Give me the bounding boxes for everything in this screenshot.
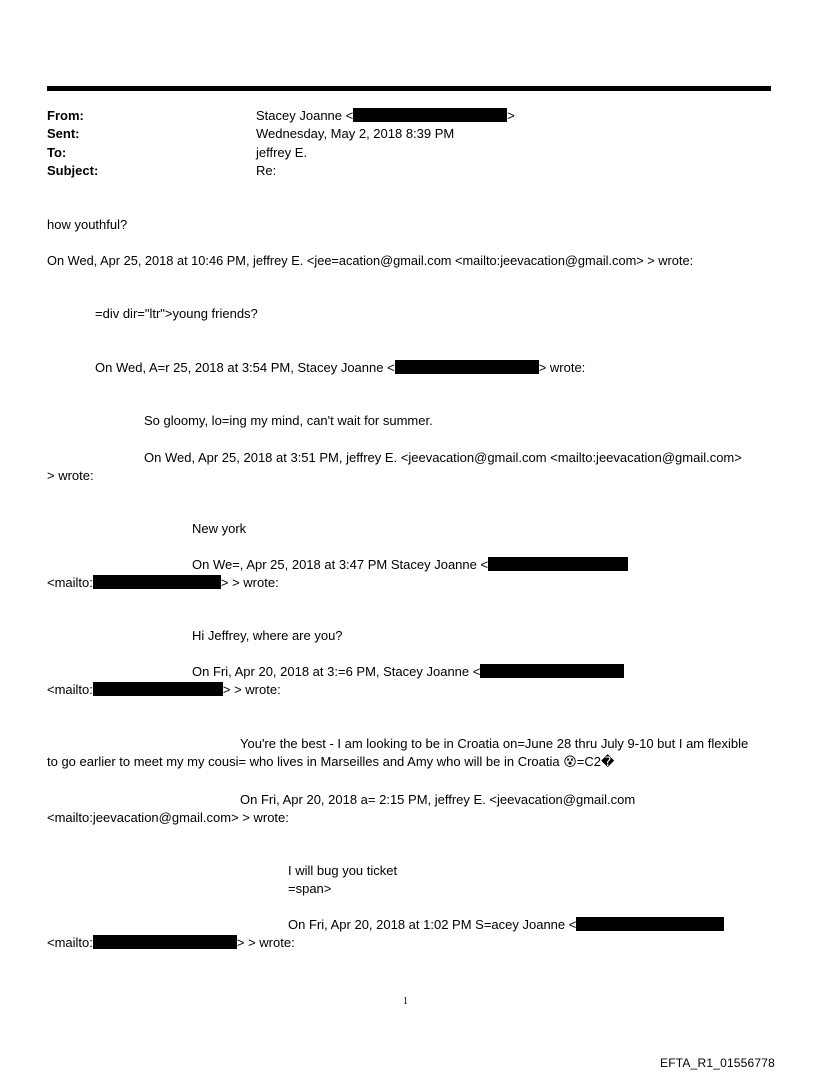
quote-header-text: On We=, Apr 25, 2018 at 3:47 PM Stacey Joanne < bbox=[192, 557, 489, 572]
mailto-prefix: <mailto: bbox=[47, 682, 93, 697]
quote-header-text: > wrote: bbox=[538, 360, 586, 375]
sent-label: Sent: bbox=[47, 126, 80, 141]
quote-header-text: > > wrote: bbox=[220, 575, 279, 590]
redaction-box bbox=[488, 557, 628, 571]
redaction-box bbox=[395, 360, 539, 374]
from-label: From: bbox=[47, 108, 84, 123]
quote-header-cont: <mailto:jeevacation@gmail.com> > wrote: bbox=[47, 810, 289, 825]
from-close: > bbox=[507, 108, 515, 123]
body-line: New york bbox=[192, 521, 247, 536]
quote-header: On Wed, Apr 25, 2018 at 10:46 PM, jeffrey E. <jee=acation@gmail.com <mailto:jeevacation@gmail.com> > wrote: bbox=[47, 253, 694, 268]
quote-header bbox=[288, 917, 724, 933]
redaction-box bbox=[93, 682, 223, 696]
quote-header-text: > > wrote: bbox=[222, 682, 281, 697]
body-line: to go earlier to meet my my cousi= who lives in Marseilles and Amy who will be in Croatia 😵=C2� bbox=[47, 754, 615, 769]
sent-value: Wednesday, May 2, 2018 8:39 PM bbox=[256, 126, 455, 141]
redaction-box bbox=[93, 935, 237, 949]
page-number: 1 bbox=[403, 996, 408, 1007]
quote-header-cont bbox=[47, 935, 295, 951]
body-line: Hi Jeffrey, where are you? bbox=[192, 628, 343, 643]
document-id: EFTA_R1_01556778 bbox=[660, 1056, 776, 1070]
quote-header-cont bbox=[47, 575, 279, 591]
to-value: jeffrey E. bbox=[256, 145, 308, 160]
redaction-box bbox=[576, 917, 724, 931]
quote-header-text: > > wrote: bbox=[236, 935, 295, 950]
subject-label: Subject: bbox=[47, 163, 99, 178]
body-line: =span> bbox=[288, 881, 332, 896]
to-label: To: bbox=[47, 145, 67, 160]
redaction-box bbox=[93, 575, 221, 589]
header-rule bbox=[47, 86, 771, 91]
body-line: You're the best - I am looking to be in Croatia on=June 28 thru July 9-10 but I am flexible bbox=[240, 736, 749, 751]
quote-header-text: On Fri, Apr 20, 2018 at 1:02 PM S=acey Joanne < bbox=[288, 917, 577, 932]
redaction-box bbox=[353, 108, 507, 122]
quote-header: On Fri, Apr 20, 2018 a= 2:15 PM, jeffrey E. <jeevacation@gmail.com bbox=[240, 792, 636, 807]
from-name: Stacey Joanne < bbox=[256, 108, 354, 123]
body-line: =div dir="ltr">young friends? bbox=[95, 306, 258, 321]
body-line: how youthful? bbox=[47, 217, 128, 232]
from-value bbox=[256, 108, 515, 124]
quote-header-cont bbox=[47, 682, 281, 698]
subject-value: Re: bbox=[256, 163, 277, 178]
mailto-prefix: <mailto: bbox=[47, 935, 93, 950]
quote-header bbox=[192, 557, 628, 573]
quote-header-cont: > wrote: bbox=[47, 468, 94, 483]
body-line: I will bug you ticket bbox=[288, 863, 398, 878]
redaction-box bbox=[480, 664, 624, 678]
quote-header: On Wed, Apr 25, 2018 at 3:51 PM, jeffrey E. <jeevacation@gmail.com <mailto:jeevacation@gmail.com> bbox=[144, 450, 742, 465]
quote-header bbox=[95, 360, 585, 376]
body-line: So gloomy, lo=ing my mind, can't wait for summer. bbox=[144, 413, 433, 428]
quote-header bbox=[192, 664, 624, 680]
mailto-prefix: <mailto: bbox=[47, 575, 93, 590]
quote-header-text: On Fri, Apr 20, 2018 at 3:=6 PM, Stacey Joanne < bbox=[192, 664, 481, 679]
quote-header-text: On Wed, A=r 25, 2018 at 3:54 PM, Stacey Joanne < bbox=[95, 360, 395, 375]
